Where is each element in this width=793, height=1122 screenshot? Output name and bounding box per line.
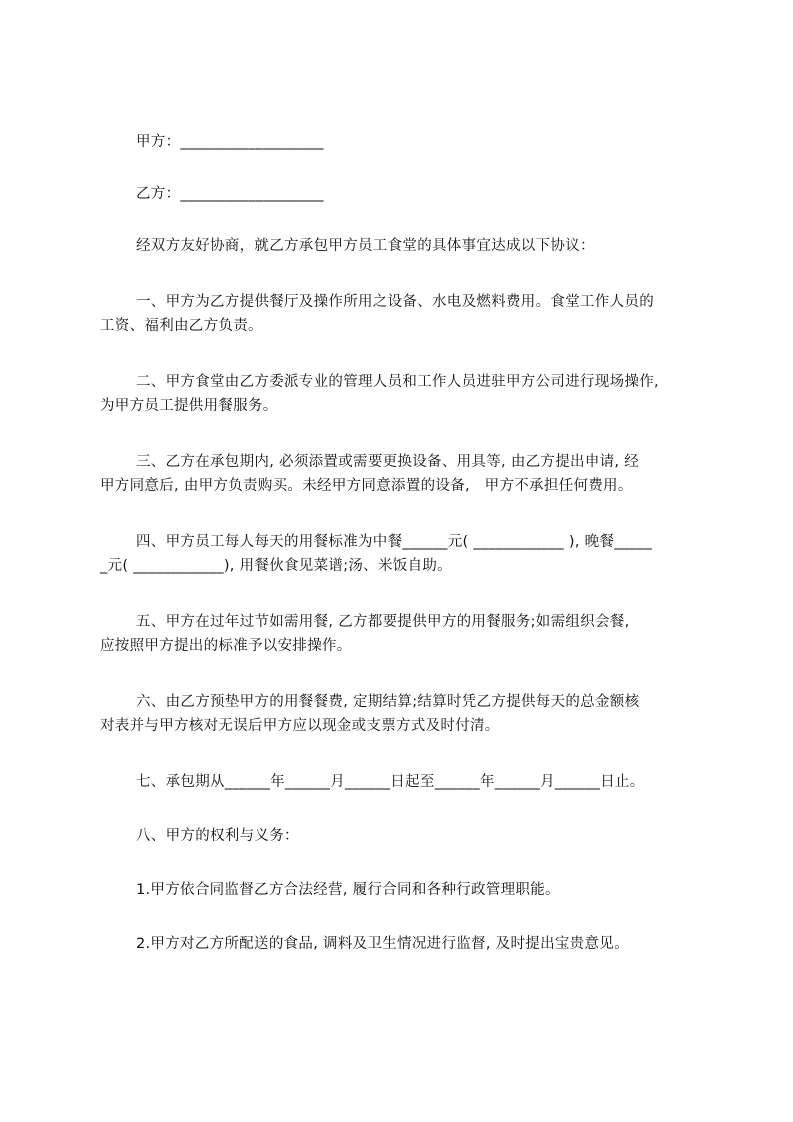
clause-6-line-1: 六、由乙方预垫甲方的用餐餐费, 定期结算;结算时凭乙方提供每天的总金额核 (136, 694, 640, 710)
clause-1-line-2: 工资、福利由乙方负责。 (100, 318, 263, 334)
party-a-line: 甲方：___________________ (136, 134, 324, 150)
clause-2-line-1: 二、甲方食堂由乙方委派专业的管理人员和工作人员进驻甲方公司进行现场操作, (136, 374, 659, 390)
clause-6-line-2: 对表并与甲方核对无误后甲方应以现金或支票方式及时付清。 (100, 718, 500, 734)
clause-3-line-1: 三、乙方在承包期内, 必须添置或需要更换设备、用具等, 由乙方提出申请, 经 (136, 454, 640, 470)
item-1: 1.甲方依合同监督乙方合法经营, 履行合同和各种行政管理职能。 (136, 882, 560, 898)
clause-5-line-2: 应按照甲方提出的标准予以安排操作。 (100, 638, 352, 654)
clause-7-line: 七、承包期从______年______月______日起至______年______月______日止。 (136, 774, 645, 790)
item-2: 2.甲方对乙方所配送的食品, 调料及卫生情况进行监督, 及时提出宝贵意见。 (136, 936, 629, 952)
clause-1-line-1: 一、甲方为乙方提供餐厅及操作所用之设备、水电及燃料费用。食堂工作人员的 (136, 294, 654, 310)
clause-4-line-1: 四、甲方员工每人每天的用餐标准为中餐______元( ____________ ), 晚餐_____ (136, 534, 652, 550)
clause-8-heading: 八、甲方的权利与义务： (136, 828, 299, 844)
clause-3-line-2: 甲方同意后, 由甲方负责购买。未经甲方同意添置的设备, 甲方不承担任何费用。 (100, 478, 633, 494)
clause-5-line-1: 五、甲方在过年过节如需用餐, 乙方都要提供甲方的用餐服务;如需组织会餐, (136, 614, 630, 630)
intro-paragraph: 经双方友好协商，就乙方承包甲方员工食堂的具体事宜达成以下协议： (136, 238, 595, 254)
party-b-line: 乙方：___________________ (136, 186, 324, 202)
clause-2-line-2: 为甲方员工提供用餐服务。 (100, 398, 278, 414)
clause-4-line-2: _元( ____________), 用餐伙食见菜谱;汤、米饭自助。 (100, 558, 452, 574)
